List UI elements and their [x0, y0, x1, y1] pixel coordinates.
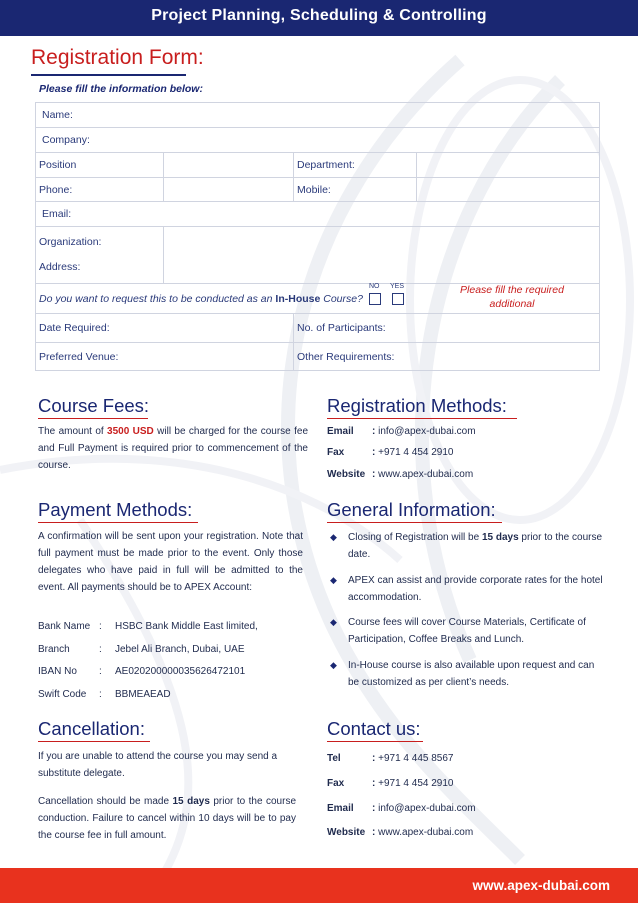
other-requirements-label: Other Requirements: — [297, 350, 395, 363]
no-checkbox[interactable] — [369, 293, 381, 305]
email-label: Email: — [42, 208, 72, 220]
name-field[interactable] — [36, 103, 600, 128]
venue-field[interactable] — [36, 343, 294, 371]
venue-label: Preferred Venue: — [39, 350, 119, 363]
email-field[interactable] — [36, 202, 600, 227]
contact-fax: Fax : +971 4 454 2910 — [327, 778, 454, 789]
course-fees-heading: Course Fees: — [38, 395, 150, 416]
contact-us-underline — [327, 741, 423, 742]
phone-label: Phone: — [39, 183, 73, 196]
yes-label: YES — [390, 283, 405, 290]
header-bar — [0, 0, 638, 36]
mobile-field[interactable] — [417, 178, 600, 202]
general-information-underline — [327, 522, 502, 523]
bullet-diamond-icon: ◆ — [330, 575, 337, 585]
position-field[interactable] — [164, 153, 294, 178]
reg-method-website: Website : www.apex-dubai.com — [327, 469, 474, 480]
cancellation-heading: Cancellation: — [38, 718, 145, 739]
address-label: Address: — [39, 261, 81, 273]
course-fees-underline — [38, 418, 148, 419]
reg-method-email: Email : info@apex-dubai.com — [327, 426, 476, 437]
info-bullet-closing: ◆ Closing of Registration will be 15 days prior to the course date. — [330, 529, 605, 565]
phone-field[interactable] — [164, 178, 294, 202]
reg-method-fax: Fax : +971 4 454 2910 — [327, 447, 454, 458]
registration-methods-heading: Registration Methods: — [327, 395, 507, 416]
organization-address-field[interactable] — [164, 227, 600, 284]
footer-bar — [0, 868, 638, 903]
other-requirements-field[interactable] — [294, 343, 600, 371]
registration-methods-underline — [327, 418, 517, 419]
footer-website-link[interactable]: www.apex-dubai.com — [472, 878, 610, 893]
department-label-cell — [294, 153, 417, 178]
participants-field[interactable] — [294, 314, 600, 343]
department-field[interactable] — [417, 153, 600, 178]
info-bullet-hotel: ◆ APEX can assist and provide corporate rates for the hotel accommodation. — [330, 572, 605, 608]
date-required-label: Date Required: — [39, 322, 110, 334]
info-bullet-fees: ◆ Course fees will cover Course Materials, Certificate of Participation, Coffee Breaks and Lunch. — [330, 614, 605, 650]
date-required-field[interactable] — [36, 314, 294, 343]
bullet-diamond-icon: ◆ — [330, 660, 337, 670]
position-label: Position — [39, 159, 77, 171]
course-title: Project Planning, Scheduling & Controlling — [151, 7, 487, 24]
company-label: Company: — [42, 134, 90, 146]
registration-form-heading: Registration Form: — [31, 46, 204, 69]
course-fees-text: The amount of 3500 USD will be charged for the course fee and Full Payment is required prior to commencement of the course. — [38, 426, 309, 471]
cancellation-underline — [38, 741, 150, 742]
bullet-diamond-icon: ◆ — [330, 532, 337, 542]
contact-us-heading: Contact us: — [327, 718, 421, 739]
contact-website: Website : www.apex-dubai.com — [327, 827, 474, 838]
mobile-label-cell — [294, 178, 417, 202]
payment-methods-text: A confirmation will be sent upon your registration. Note that full payment must be made prior to the event. Only those delegates who have paid in full will be admitted to the event. All payments should be to APEX Account: — [38, 531, 303, 593]
form-instruction: Please fill the information below: — [39, 83, 203, 95]
bullet-diamond-icon: ◆ — [330, 617, 337, 627]
info-bullet-inhouse: ◆ In-House course is also available upon request and can be customized as per client’s needs. — [330, 657, 605, 693]
organization-address-label-cell — [36, 227, 164, 284]
name-label: Name: — [42, 109, 73, 121]
inhouse-question: Do you want to request this to be conducted as an In-House Course? — [39, 292, 363, 305]
heading-underline — [31, 74, 186, 76]
company-field[interactable] — [36, 128, 600, 153]
position-label-cell — [36, 153, 164, 178]
registration-form-table — [35, 102, 600, 371]
contact-tel: Tel : +971 4 445 8567 — [327, 753, 454, 764]
course-fee-amount: 3500 USD — [107, 426, 154, 437]
mobile-label: Mobile: — [297, 183, 331, 196]
participants-label: No. of Participants: — [297, 322, 386, 334]
contact-email: Email : info@apex-dubai.com — [327, 803, 476, 814]
phone-label-cell — [36, 178, 164, 202]
no-label: NO — [369, 283, 380, 290]
yes-checkbox[interactable] — [392, 293, 404, 305]
cancellation-text-2: Cancellation should be made 15 days prior to the course conduction. Failure to cancel within 10 days will be to pay the course fee in full amount. — [38, 796, 297, 841]
payment-methods-underline — [38, 522, 198, 523]
cancellation-text-1: If you are unable to attend the course you may send a substitute delegate. — [38, 751, 278, 779]
department-label: Department: — [297, 159, 355, 171]
general-information-heading: General Information: — [327, 499, 496, 520]
payment-methods-heading: Payment Methods: — [38, 499, 193, 520]
required-note: Please fill the required additional — [460, 284, 564, 310]
organization-label: Organization: — [39, 236, 102, 248]
